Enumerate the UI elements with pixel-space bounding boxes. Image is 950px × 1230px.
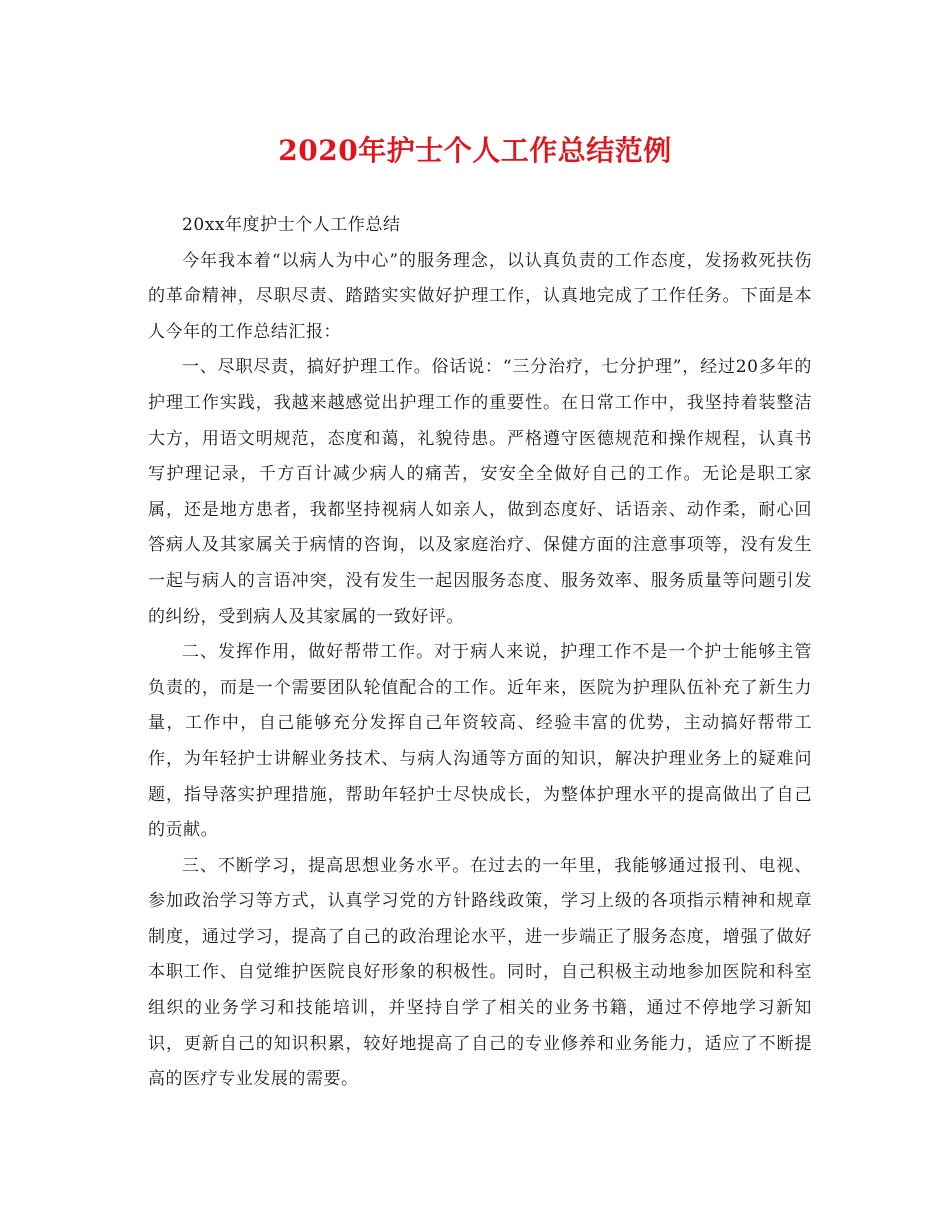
paragraph-section-2: 二、发挥作用，做好帮带工作。对于病人来说，护理工作不是一个护士能够主管负责的，而是一个需要团队轮值配合的工作。近年来，医院为护理队伍补充了新生力量，工作中，自己能够充分发挥自己年资较高、经验丰富的优势，主动搞好帮带工作，为年轻护士讲解业务技术、与病人沟通等方面的知识，解决护理业务上的疑难问题，指导落实护理措施，帮助年轻护士尽快成长，为整体护理水平的提高做出了自己的贡献。: [148, 642, 812, 841]
document-title: 2020年护士个人工作总结范例: [278, 134, 672, 167]
document-subtitle: 20xx年度护士个人工作总结: [182, 215, 401, 235]
paragraph-section-1: 一、尽职尽责，搞好护理工作。俗话说：“三分治疗，七分护理”，经过20多年的护理工作实践，我越来越感觉出护理工作的重要性。在日常工作中，我坚持着装整洁大方，用语文明规范，态度和蔼，礼貌待患。严格遵守医德规范和操作规程，认真书写护理记录，千方百计减少病人的痛苦，安安全全做好自己的工作。无论是职工家属，还是地方患者，我都坚持视病人如亲人，做到态度好、话语亲、动作柔，耐心回答病人及其家属关于病情的咨询，以及家庭治疗、保健方面的注意事项等，没有发生一起与病人的言语冲突，没有发生一起因服务态度、服务效率、服务质量等问题引发的纠纷，受到病人及其家属的一致好评。: [148, 357, 812, 627]
document-body: [148, 208, 812, 1098]
paragraph-intro: 今年我本着“以病人为中心”的服务理念，以认真负责的工作态度，发扬救死扶伤的革命精神，尽职尽责、踏踏实实做好护理工作，认真地完成了工作任务。下面是本人今年的工作总结汇报：: [148, 250, 812, 342]
paragraph-section-3: 三、不断学习，提高思想业务水平。在过去的一年里，我能够通过报刊、电视、参加政治学习等方式，认真学习党的方针路线政策，学习上级的各项指示精神和规章制度，通过学习，提高了自己的政治理论水平，进一步端正了服务态度，增强了做好本职工作、自觉维护医院良好形象的积极性。同时，自己积极主动地参加医院和科室组织的业务学习和技能培训，并坚持自学了相关的业务书籍，通过不停地学习新知识，更新自己的知识积累，较好地提高了自己的专业修养和业务能力，适应了不断提高的医疗专业发展的需要。: [148, 855, 812, 1090]
